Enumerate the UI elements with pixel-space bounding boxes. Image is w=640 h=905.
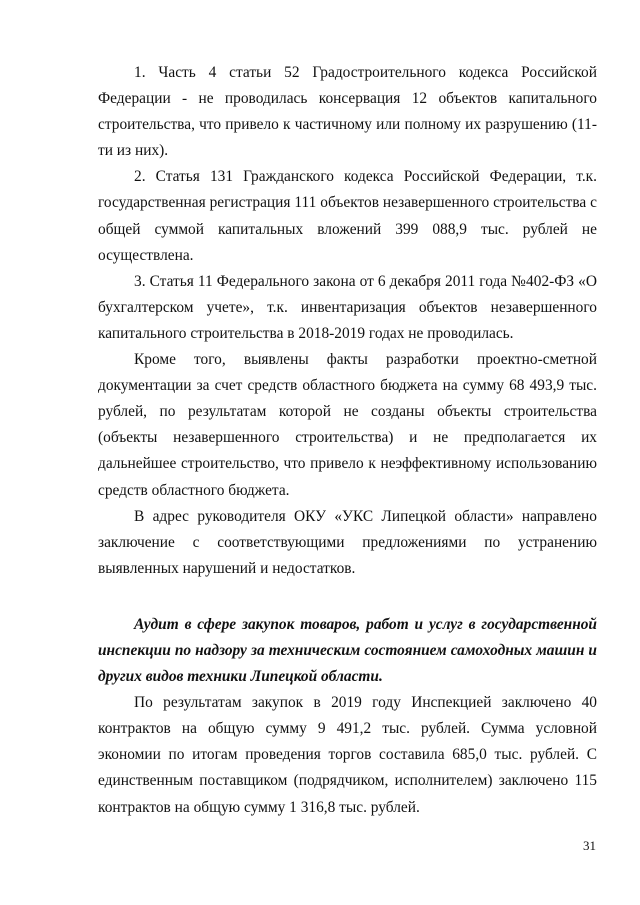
section-paragraph: По результатам закупок в 2019 году Инспекцией заключено 40 контрактов на общую сумму 9 491,2 тыс. рублей. Сумма условной экономии по итогам проведения торгов составила 685,0 тыс. рублей. С единственным поставщиком (подрядчиком, исполнителем) заключено 115 контрактов на общую сумму 1 316,8 тыс. рублей. xyxy=(98,694,597,816)
paragraph-conclusion: В адрес руководителя ОКУ «УКС Липецкой области» направлено заключение с соответствующими предложениями по устранению выявленных нарушений и недостатков. xyxy=(98,507,597,577)
page-number: 31 xyxy=(583,838,596,853)
paragraph-item-3: 3. Статья 11 Федерального закона от 6 декабря 2011 года №402-ФЗ «О бухгалтерском учете», т.к. инвентаризация объектов незавершенного капитального строительства в 2018-2019 годах не проводилась. xyxy=(98,272,597,342)
paragraph-item-2: 2. Статья 131 Гражданского кодекса Российской Федерации, т.к. государственная регистрация 111 объектов незавершенного строительства с общей суммой капитальных вложений 399 088,9 тыс. рублей не осуществлена. xyxy=(98,168,597,264)
paragraph-findings: Кроме того, выявлены факты разработки проектно-сметной документации за счет средств областного бюджета на сумму 68 493,9 тыс. рублей, по результатам которой не созданы объекты строительства (объекты незавершенного строительства) и не предполагается их дальнейшее строительство, что привело к неэффективному использованию средств областного бюджета. xyxy=(98,351,597,499)
paragraph-item-1: 1. Часть 4 статьи 52 Градостроительного кодекса Российской Федерации - не проводилась консервация 12 объектов капитального строительства, что привело к частичному или полному их разрушению (11-ти из них). xyxy=(98,64,597,160)
document-body xyxy=(98,60,597,821)
section-heading: Аудит в сфере закупок товаров, работ и услуг в государственной инспекции по надзору за техническим состоянием самоходных машин и других видов техники Липецкой области. xyxy=(98,615,597,686)
